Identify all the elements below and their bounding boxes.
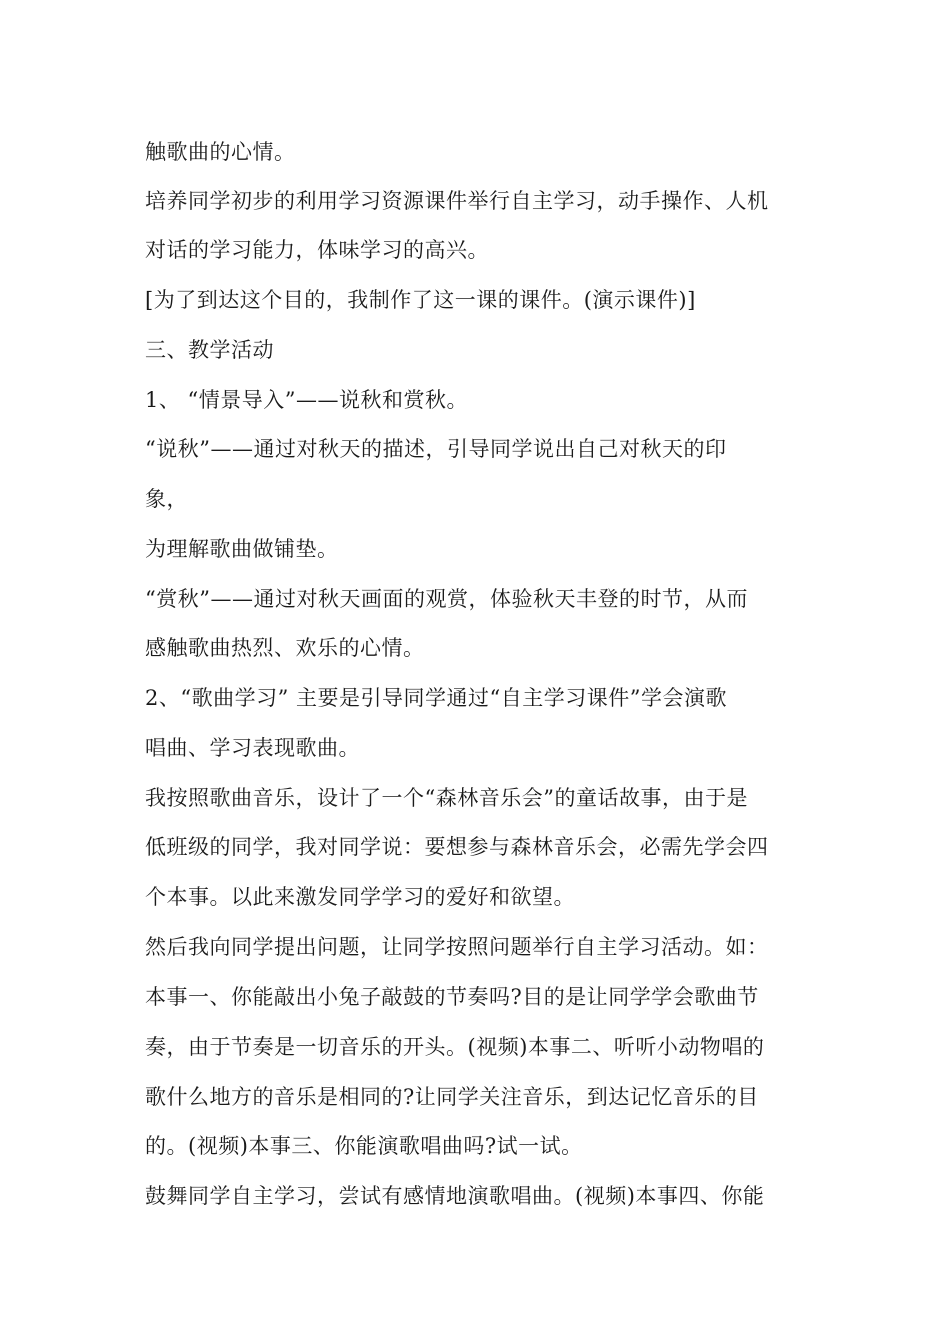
- text-line: 感触歌曲热烈、欢乐的心情。: [145, 636, 425, 660]
- text-line: “说秋”——通过对秋天的描述，引导同学说出自己对秋天的印: [145, 437, 727, 461]
- text-line: 本事一、你能敲出小兔子敲鼓的节奏吗?目的是让同学学会歌曲节: [145, 985, 759, 1009]
- text-line: 我按照歌曲音乐，设计了一个“森林音乐会”的童话故事，由于是: [145, 786, 748, 810]
- text-line: 奏，由于节奏是一切音乐的开头。(视频)本事二、听听小动物唱的: [145, 1035, 765, 1059]
- text-line: 歌什么地方的音乐是相同的?让同学关注音乐，到达记忆音乐的目: [145, 1085, 759, 1109]
- text-line: [为了到达这个目的，我制作了这一课的课件。(演示课件)]: [145, 288, 696, 312]
- text-line: 个本事。以此来激发同学学习的爱好和欲望。: [145, 885, 575, 909]
- text-line: 然后我向同学提出问题，让同学按照问题举行自主学习活动。如：: [145, 935, 769, 959]
- section-heading: 三、教学活动: [145, 338, 274, 362]
- text-line: 为理解歌曲做铺垫。: [145, 537, 339, 561]
- text-line: 1、 “情景导入”——说秋和赏秋。: [145, 388, 469, 412]
- text-line: 对话的学习能力，体味学习的高兴。: [145, 238, 489, 262]
- text-line: “赏秋”——通过对秋天画面的观赏，体验秋天丰登的时节，从而: [145, 587, 748, 611]
- text-line: 培养同学初步的利用学习资源课件举行自主学习，动手操作、人机: [145, 189, 769, 213]
- text-line: 触歌曲的心情。: [145, 140, 296, 164]
- text-line: 低班级的同学，我对同学说：要想参与森林音乐会，必需先学会四: [145, 835, 769, 859]
- text-line: 2、“歌曲学习” 主要是引导同学通过“自主学习课件”学会演歌: [145, 686, 727, 710]
- text-line: 唱曲、学习表现歌曲。: [145, 736, 360, 760]
- text-line: 鼓舞同学自主学习，尝试有感情地演歌唱曲。(视频)本事四、你能: [145, 1184, 765, 1208]
- text-line: 象，: [145, 487, 188, 511]
- text-line: 的。(视频)本事三、你能演歌唱曲吗?试一试。: [145, 1134, 583, 1158]
